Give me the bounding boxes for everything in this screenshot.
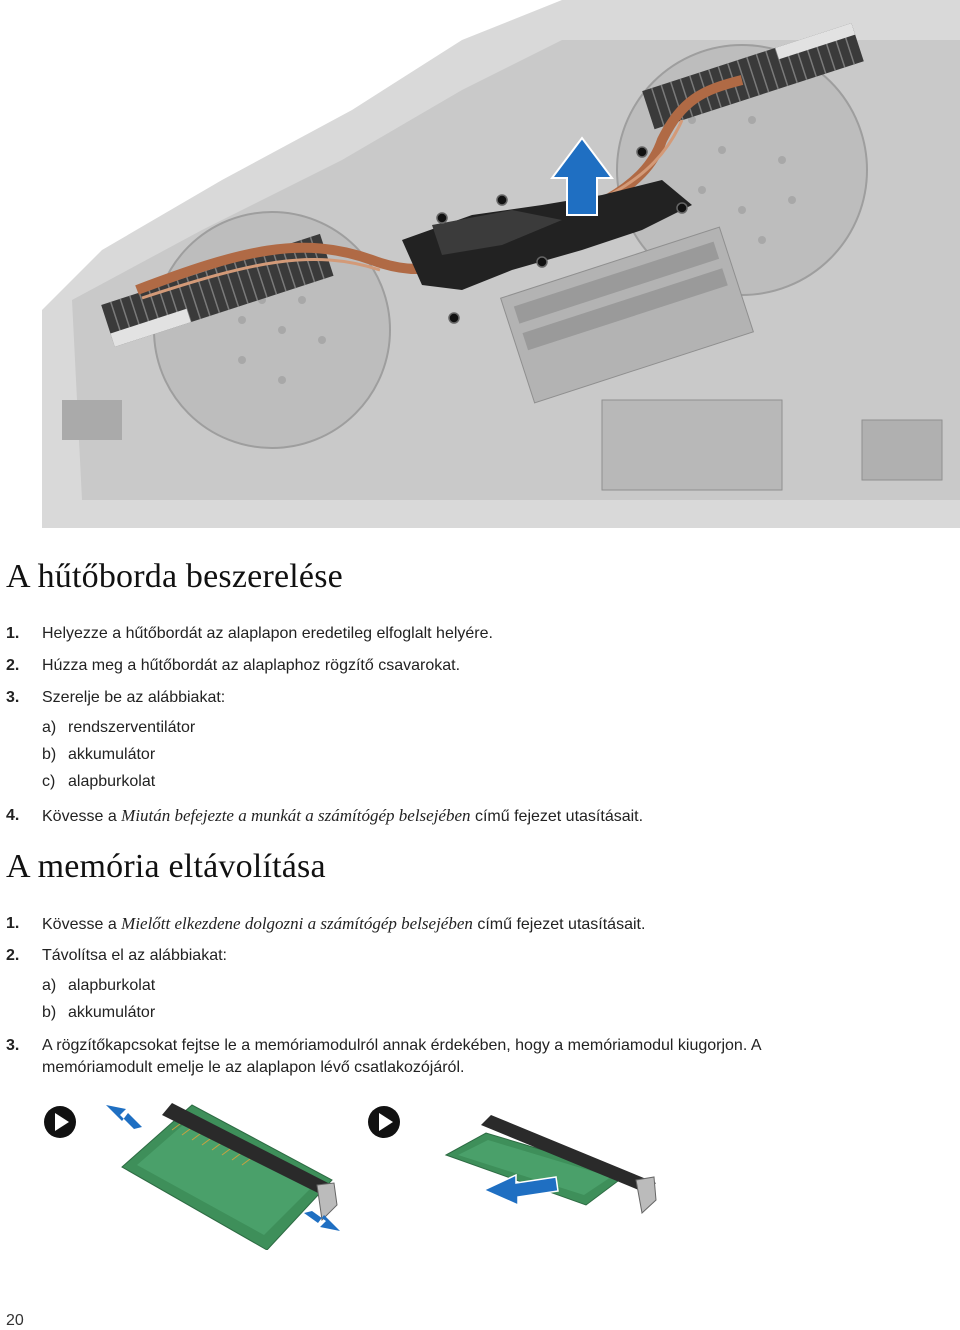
step-text: Helyezze a hűtőbordát az alaplapon eredetileg elfoglalt helyére. (42, 625, 493, 642)
sub-text: akkumulátor (68, 1004, 156, 1021)
step-text: Húzza meg a hűtőbordát az alaplaphoz rögzítő csavarokat. (42, 657, 461, 674)
step-text-link: Mielőtt elkezdene dolgozni a számítógép belsejében (121, 914, 473, 933)
sub-letter: a) (42, 977, 57, 994)
section-title-memory-removal: A memória eltávolítása (6, 848, 326, 885)
sub-text: rendszerventilátor (68, 719, 196, 736)
step-text: Távolítsa el az alábbiakat: (42, 947, 227, 964)
sub-item (42, 745, 155, 765)
step-text-post: című fejezet utasításait. (472, 916, 646, 933)
memory-figure-2 (366, 1095, 666, 1235)
play-marker-icon (44, 1106, 76, 1138)
sub-item (42, 718, 195, 738)
play-marker-icon (368, 1106, 400, 1138)
sub-item (42, 1003, 155, 1023)
heatsink-photo (42, 0, 960, 528)
step-text-pre: Kövesse a (42, 808, 122, 825)
step-number: 3. (6, 1037, 20, 1054)
step-number: 4. (6, 807, 20, 824)
step-text: Szerelje be az alábbiakat: (42, 689, 226, 706)
step-number: 1. (6, 915, 20, 932)
sub-letter: b) (42, 746, 57, 763)
step-number: 2. (6, 657, 20, 674)
step-text: A rögzítőkapcsokat fejtse le a memóriamodulról annak érdekében, hogy a memóriamodul kiugorjon. A (42, 1037, 762, 1054)
step-number: 3. (6, 689, 20, 706)
section-title-heatsink-install: A hűtőborda beszerelése (6, 558, 343, 595)
sub-letter: c) (42, 773, 56, 790)
step-text-post: című fejezet utasításait. (470, 808, 644, 825)
sub-text: alapburkolat (68, 977, 156, 994)
sub-text: alapburkolat (68, 773, 156, 790)
sub-text: akkumulátor (68, 746, 156, 763)
sub-letter: b) (42, 1004, 57, 1021)
step-text-link: Miután befejezte a munkát a számítógép belsejében (121, 806, 471, 825)
step-number: 1. (6, 625, 20, 642)
step-text-pre: Kövesse a (42, 916, 122, 933)
step-text-continued: memóriamodult emelje le az alaplapon lévő csatlakozójáról. (42, 1059, 465, 1076)
sub-item (42, 976, 155, 996)
sub-item (42, 772, 155, 792)
page-number: 20 (6, 1312, 24, 1329)
sub-letter: a) (42, 719, 57, 736)
memory-figure-1 (42, 1095, 352, 1250)
step-number: 2. (6, 947, 20, 964)
